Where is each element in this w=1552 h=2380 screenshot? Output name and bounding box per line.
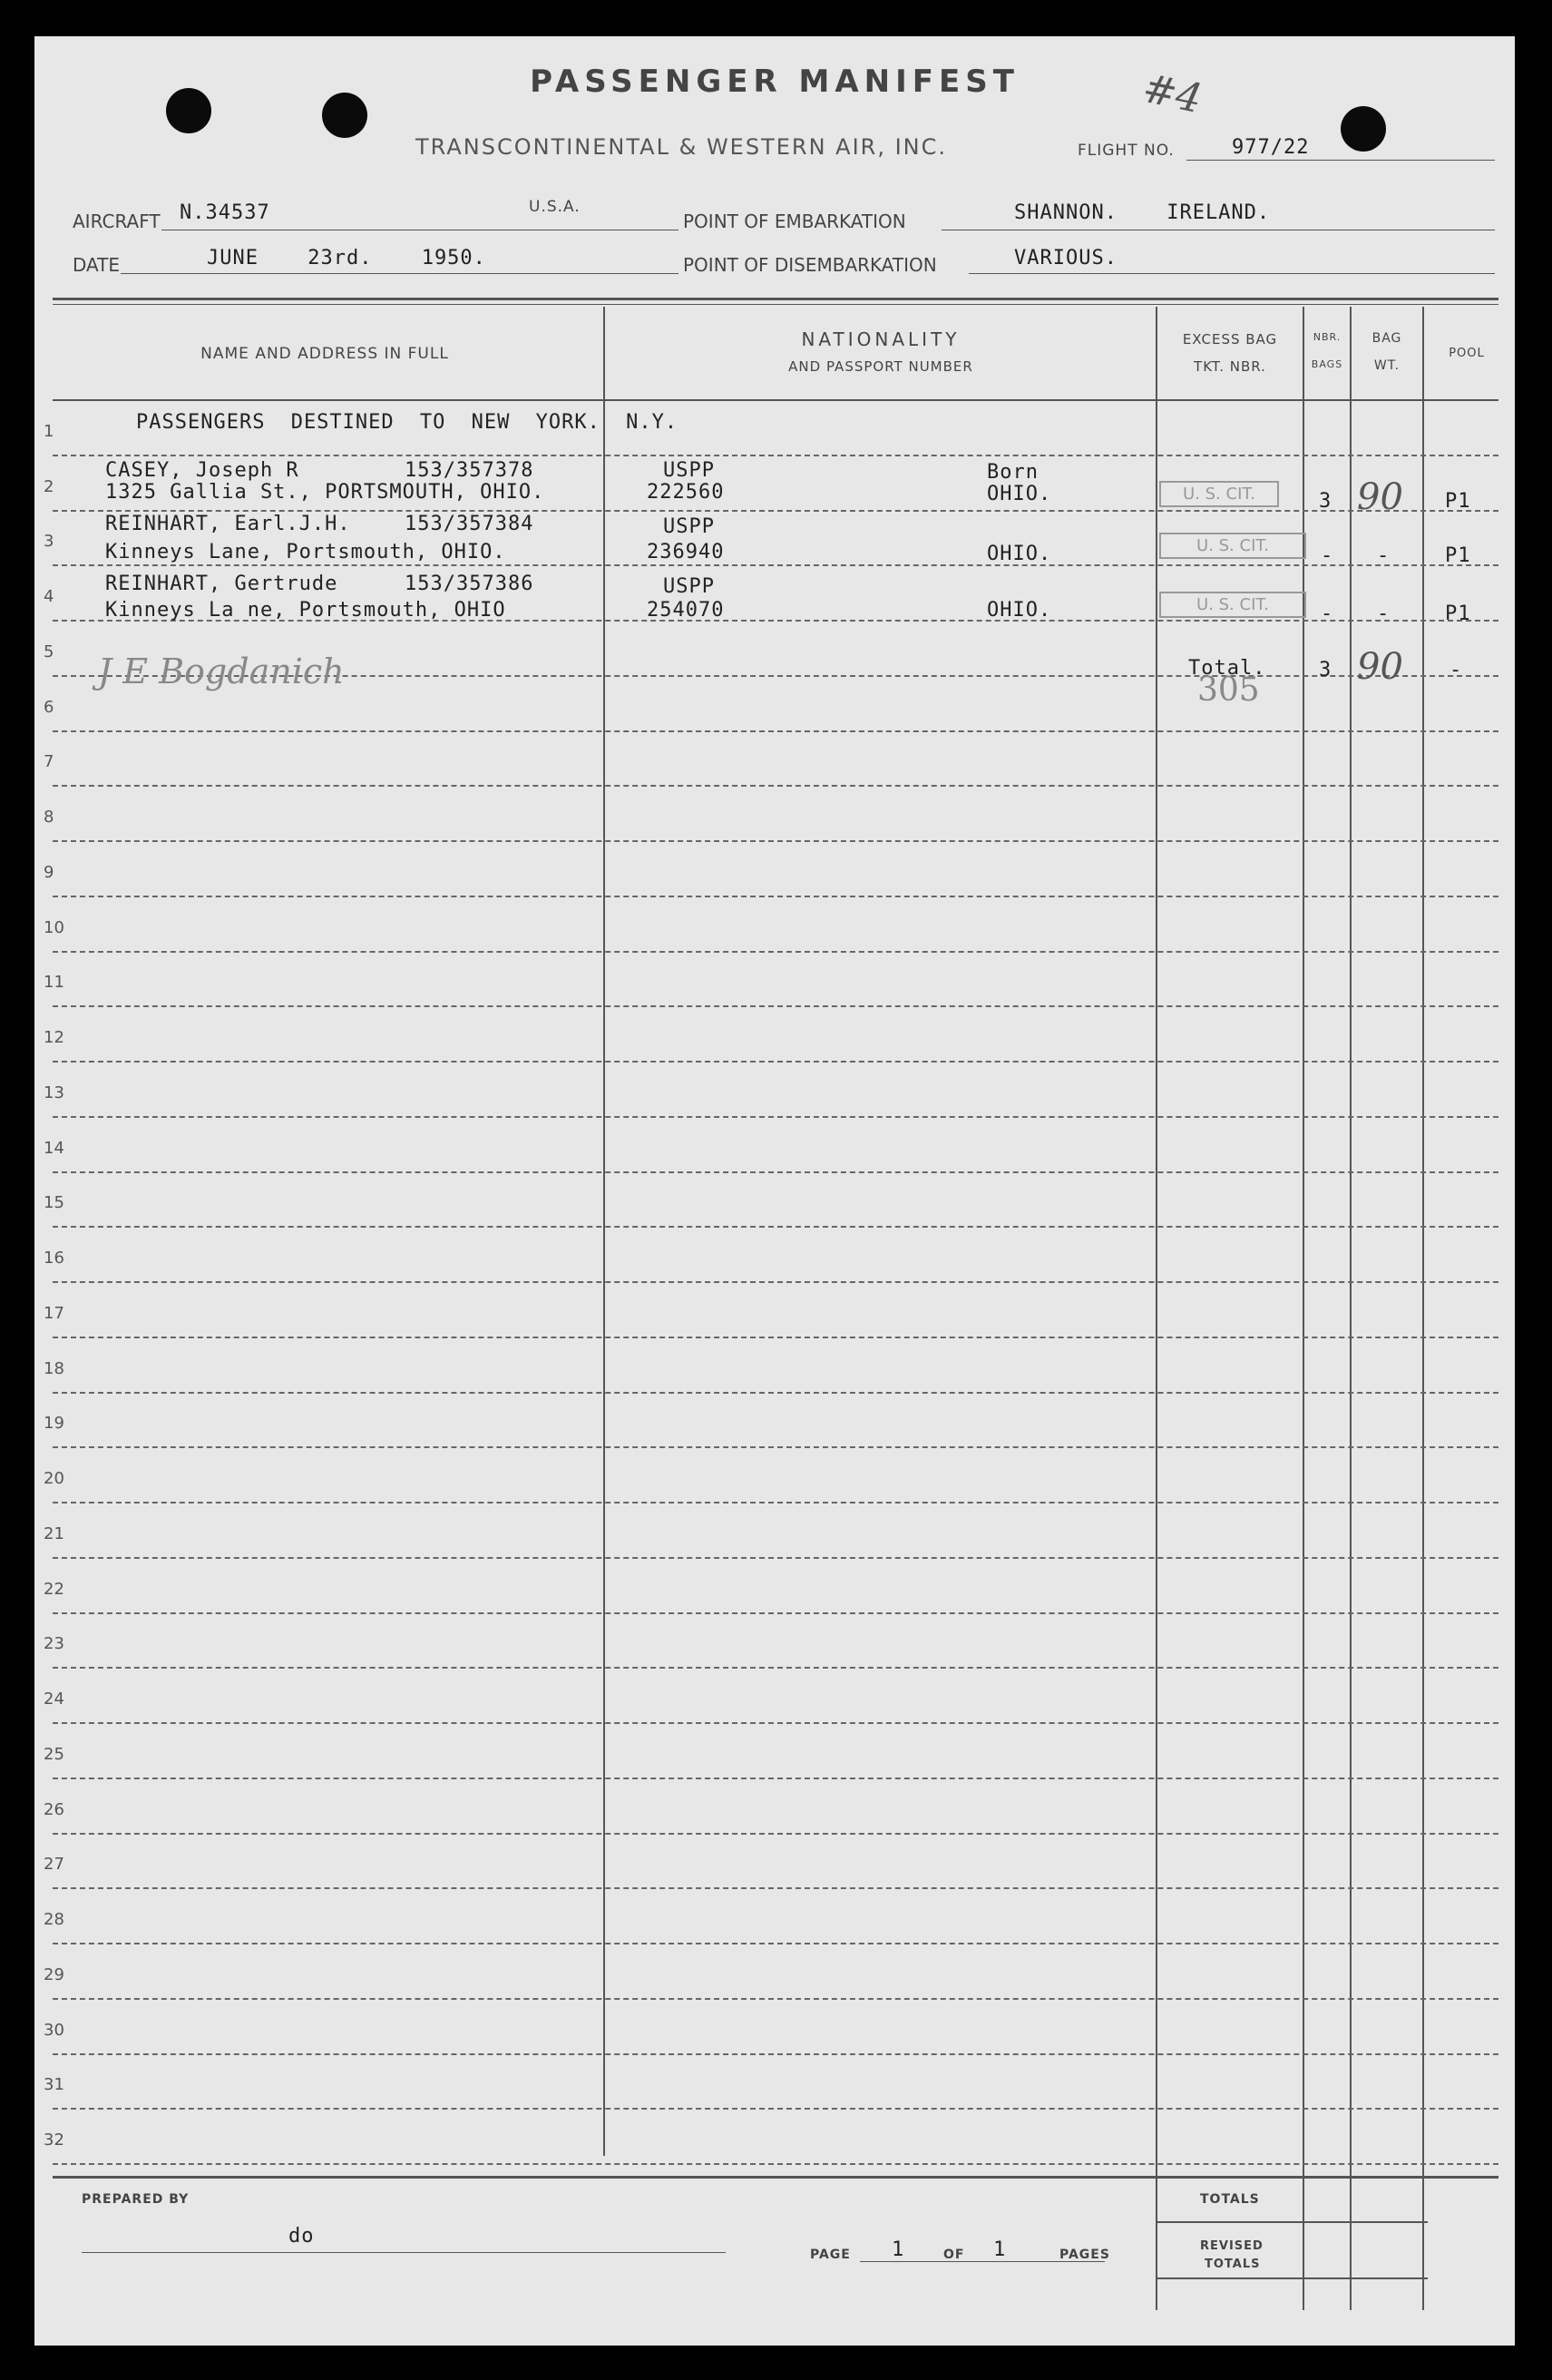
- disembarkation-label: POINT OF DISEMBARKATION: [683, 254, 937, 276]
- header-bottom-rule: [53, 399, 1498, 401]
- row-separator: [53, 1061, 1498, 1063]
- row-number: 27: [44, 1855, 64, 1875]
- row-number: 2: [44, 476, 54, 496]
- revised-totals-label-2: TOTALS: [1205, 2258, 1261, 2271]
- row-number: 21: [44, 1523, 64, 1543]
- row-separator: [53, 1667, 1498, 1669]
- col-nbr-header-2: BAGS: [1311, 358, 1343, 370]
- row-separator: [53, 1722, 1498, 1724]
- passenger-2-weight: -: [1377, 544, 1391, 567]
- passenger-2-bags: -: [1321, 544, 1334, 567]
- aircraft-label: AIRCRAFT: [73, 211, 161, 232]
- row-number: 13: [44, 1082, 64, 1102]
- row-separator: [53, 1337, 1498, 1338]
- passenger-3-birthplace: OHIO.: [987, 599, 1052, 622]
- row-number: 7: [44, 752, 54, 772]
- row-separator: [53, 1392, 1498, 1394]
- flight-no-line: [1186, 160, 1495, 161]
- page-label: PAGE: [810, 2248, 851, 2262]
- passenger-1-ticket: 153/357378: [405, 459, 534, 482]
- col-nbr-header: NBR.: [1313, 331, 1342, 343]
- row-number: 24: [44, 1690, 64, 1709]
- passenger-1-birthplace: OHIO.: [987, 483, 1052, 505]
- row-number: 4: [44, 587, 54, 606]
- passenger-1-passport: 222560: [647, 481, 725, 504]
- row-separator: [53, 1116, 1498, 1118]
- page-value: 1: [892, 2238, 905, 2261]
- row-number: 26: [44, 1799, 64, 1819]
- pages-label: PAGES: [1059, 2248, 1110, 2262]
- row-number: 20: [44, 1469, 64, 1488]
- country-label: U.S.A.: [529, 198, 581, 216]
- passenger-1-address: 1325 Gallia St., PORTSMOUTH, OHIO.: [105, 481, 545, 504]
- passenger-3-citizen-stamp: U. S. CIT.: [1159, 592, 1306, 618]
- row-number: 30: [44, 2020, 64, 2040]
- prepared-by-value: do: [288, 2225, 315, 2248]
- row-number: 12: [44, 1028, 64, 1047]
- row-number: 25: [44, 1744, 64, 1764]
- passenger-3-address: Kinneys La ne, Portsmouth, OHIO: [105, 599, 506, 622]
- passenger-2-pool: P1: [1445, 544, 1471, 567]
- punch-hole-right: [1341, 106, 1386, 152]
- row-separator: [53, 896, 1498, 897]
- totals-label: TOTALS: [1200, 2192, 1260, 2207]
- destination-heading: PASSENGERS DESTINED TO NEW YORK. N.Y.: [136, 411, 678, 434]
- passenger-2-address: Kinneys Lane, Portsmouth, OHIO.: [105, 541, 506, 563]
- row-separator: [53, 510, 1498, 512]
- row-separator: [53, 1502, 1498, 1503]
- row-number: 17: [44, 1303, 64, 1323]
- row-number: 8: [44, 808, 54, 827]
- row-number: 3: [44, 532, 54, 552]
- row-separator: [53, 1557, 1498, 1559]
- passenger-3-pool: P1: [1445, 602, 1471, 625]
- row-separator: [53, 1171, 1498, 1173]
- row-separator: [53, 785, 1498, 787]
- passenger-2-ticket: 153/357384: [405, 513, 534, 535]
- row-number: 23: [44, 1634, 64, 1654]
- row-separator: [53, 1226, 1498, 1228]
- col-passport-header: AND PASSPORT NUMBER: [788, 358, 973, 375]
- disembarkation-value: VARIOUS.: [1014, 247, 1118, 269]
- col-name-header: NAME AND ADDRESS IN FULL: [200, 345, 449, 363]
- row-number: 5: [44, 642, 54, 661]
- row-separator: [53, 1778, 1498, 1779]
- date-line: [121, 273, 678, 274]
- passenger-3-name: REINHART, Gertrude: [105, 573, 338, 595]
- totals-rule: [1156, 2221, 1428, 2223]
- of-value: 1: [993, 2238, 1007, 2261]
- row-number: 19: [44, 1414, 64, 1434]
- date-value: JUNE 23rd. 1950.: [207, 247, 486, 269]
- flight-no-label: FLIGHT NO.: [1078, 142, 1175, 160]
- table-top-rule: [53, 298, 1498, 300]
- passenger-2-citizen-stamp: U. S. CIT.: [1159, 533, 1306, 559]
- row-separator: [53, 840, 1498, 842]
- row-separator: [53, 1612, 1498, 1614]
- company-name: TRANSCONTINENTAL & WESTERN AIR, INC.: [415, 134, 947, 160]
- row-separator: [53, 564, 1498, 566]
- row-separator: [53, 2163, 1498, 2165]
- row-separator: [53, 951, 1498, 953]
- passenger-2-birthplace: OHIO.: [987, 543, 1052, 565]
- embarkation-value: SHANNON. IRELAND.: [1014, 201, 1271, 224]
- total-bags: 3: [1319, 659, 1332, 681]
- aircraft-value: N.34537: [180, 201, 270, 224]
- embarkation-label: POINT OF EMBARKATION: [683, 211, 906, 232]
- row-separator: [53, 1446, 1498, 1448]
- col-wt-header-2: WT.: [1373, 358, 1401, 373]
- row-number: 11: [44, 973, 64, 993]
- row-number: 10: [44, 917, 64, 937]
- row-number: 22: [44, 1579, 64, 1599]
- row-separator: [53, 1943, 1498, 1944]
- row-number: 14: [44, 1138, 64, 1158]
- total-weight: 90: [1357, 646, 1403, 688]
- prepared-by-label: PREPARED BY: [82, 2192, 190, 2207]
- row-separator: [53, 1833, 1498, 1835]
- footer-top-rule: [53, 2176, 1498, 2179]
- passenger-1-nationality: USPP: [663, 459, 715, 482]
- divider-name-nationality: [603, 307, 605, 2156]
- row-separator: [53, 1887, 1498, 1889]
- total-label: Total.: [1188, 657, 1266, 680]
- footer-bottom-rule: [1156, 2277, 1428, 2279]
- row-number: 1: [44, 421, 54, 441]
- passenger-2-nationality: USPP: [663, 515, 715, 538]
- manifest-sheet: [34, 36, 1515, 2346]
- row-separator: [53, 1998, 1498, 2000]
- col-nationality-header: NATIONALITY: [801, 328, 961, 350]
- passenger-3-passport: 254070: [647, 599, 725, 622]
- passenger-1-name: CASEY, Joseph R: [105, 459, 299, 482]
- row-separator: [53, 2108, 1498, 2110]
- passenger-3-bags: -: [1321, 602, 1334, 625]
- passenger-1-pool: P1: [1445, 490, 1471, 513]
- row-number: 9: [44, 862, 54, 882]
- row-separator: [53, 2053, 1498, 2055]
- row-number: 15: [44, 1193, 64, 1213]
- row-separator: [53, 455, 1498, 456]
- row-number: 29: [44, 1964, 64, 1984]
- divider-wt-pool: [1422, 307, 1424, 2310]
- handwritten-mark: #4: [1138, 64, 1206, 123]
- of-label: OF: [943, 2248, 965, 2262]
- passenger-2-passport: 236940: [647, 541, 725, 563]
- divider-nationality-excess: [1156, 307, 1157, 2310]
- flight-no-value: 977/22: [1232, 136, 1310, 159]
- revised-totals-label: REVISED: [1200, 2239, 1264, 2253]
- passenger-3-nationality: USPP: [663, 575, 715, 598]
- manifest-title: PASSENGER MANIFEST: [530, 64, 1020, 100]
- passenger-1-bags: 3: [1319, 490, 1332, 513]
- row-number: 32: [44, 2130, 64, 2150]
- passenger-1-weight: 90: [1357, 476, 1403, 518]
- row-number: 16: [44, 1249, 64, 1268]
- prepared-by-line: [82, 2252, 726, 2253]
- col-excess-header-2: TKT. NBR.: [1194, 358, 1266, 375]
- col-wt-header: BAG: [1371, 331, 1402, 346]
- total-pool: -: [1450, 659, 1463, 681]
- signature: J E Bogdanich: [98, 651, 345, 691]
- col-excess-header: EXCESS BAG: [1182, 331, 1278, 348]
- passenger-1-citizen-stamp: U. S. CIT.: [1159, 481, 1279, 507]
- passenger-1-born: Born: [987, 461, 1039, 484]
- row-number: 31: [44, 2075, 64, 2095]
- row-separator: [53, 1281, 1498, 1283]
- row-number: 18: [44, 1358, 64, 1378]
- total-value: 305: [1197, 671, 1260, 709]
- passenger-3-ticket: 153/357386: [405, 573, 534, 595]
- row-separator: [53, 1005, 1498, 1007]
- table-top-rule-2: [53, 304, 1498, 305]
- passenger-2-name: REINHART, Earl.J.H.: [105, 513, 351, 535]
- col-pool-header: POOL: [1449, 347, 1485, 360]
- row-separator: [53, 730, 1498, 732]
- disembarkation-line: [969, 273, 1495, 274]
- divider-nbr-wt: [1350, 307, 1352, 2310]
- passenger-3-weight: -: [1377, 602, 1391, 625]
- page-line: [860, 2261, 1105, 2262]
- row-number: 6: [44, 697, 54, 717]
- date-label: DATE: [73, 254, 121, 276]
- row-number: 28: [44, 1910, 64, 1929]
